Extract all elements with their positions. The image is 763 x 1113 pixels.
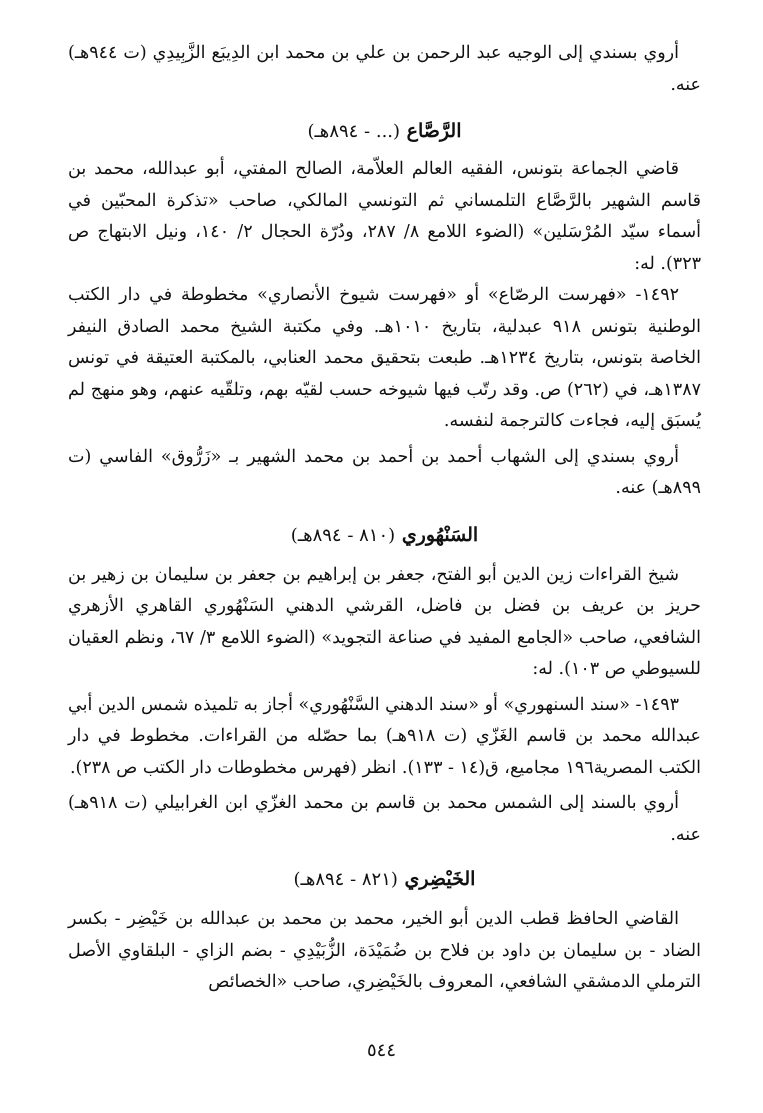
entry-dates: (... - ٨٩٤هـ) — [307, 121, 401, 142]
entry-dates: (٨١٠ - ٨٩٤هـ) — [290, 524, 396, 546]
paragraph-biography-khaydiri: القاضي الحافظ قطب الدين أبو الخير، محمد بن محمد بن عبدالله بن خَيْضِر - بكسر الضاد - بن سليمان بن داود بن فلاح بن ضُمَيْدَة، الزُّبَيْدِي - بضم الزاي - البلقاوي الأصل الترملي الدمشقي الشافعي، المعروف بالخَيْضِري، صاحب «الخصائص — [68, 909, 701, 992]
paragraph-work-1492: ١٤٩٢- «فهرست الرصّاع» أو «فهرست شيوخ الأنصاري» مخطوطة في دار الكتب الوطنية بتونس ٩١٨ عبدلية، بتاريخ ١٠١٠هـ. وفي مكتبة الشيخ محمد الصادق النيفر الخاصة بتونس، بتاريخ ١٢٣٤هـ. طبعت بتحقيق محمد العنابي، بالمكتبة العتيقة في تونس ١٣٨٧هـ، في (٢٦٢) ص. وقد رتّب فيها شيوخه حسب لقيّه بهم، وتلقّيه عنهم، وهو منهج لم يُسبَق إليه، فجاءت كالترجمة لنفسه. — [68, 285, 702, 431]
paragraph-work-1493: ١٤٩٣- «سند السنهوري» أو «سند الدهني السَّنْهُوري» أجاز به تلميذه شمس الدين أبي عبدالله محمد بن قاسم الغَزّي (ت ٩١٨هـ) بما حصّله من القراءات. مخطوط في دار الكتب المصرية١٩٦ مجاميع، ق(١٤ - ١٣٣). انظر (فهرس مخطوطات دار الكتب ص ٢٣٨). — [68, 694, 701, 778]
page-number: ٥٤٤ — [366, 1040, 396, 1061]
entry-name: الخَيْضِري — [404, 868, 476, 890]
page-content — [68, 38, 701, 1113]
entry-heading-khaydiri — [68, 863, 701, 896]
paragraph-isnad-ghazzi: أروي بالسند إلى الشمس محمد بن قاسم بن محمد الغزّي ابن الغرابيلي (ت ٩١٨هـ) عنه. — [68, 793, 701, 845]
paragraph-biography-rassa: قاضي الجماعة بتونس، الفقيه العالم العلاّمة، الصالح المفتي، أبو عبدالله، محمد بن قاسم الشهير بالرَّصَّاع التلمساني ثم التونسي المالكي، صاحب «تذكرة المحبّين في أسماء سيّد المُرْسَلين» (الضوء اللامع ٨/ ٢٨٧، ودُرّة الحجال ٢/ ١٤٠، ونيل الابتهاج ص ٣٢٣). له: — [68, 159, 701, 274]
entry-dates: (٨٢١ - ٨٩٤هـ) — [293, 869, 398, 890]
paragraph-biography-sanhuri: شيخ القراءات زين الدين أبو الفتح، جعفر بن إبراهيم بن جعفر بن سليمان بن زهير بن حريز بن عريف بن فضل بن فاضل، القرشي الدهني السَنْهُوري القاهري الأزهري الشافعي، صاحب «الجامع المفيد في صناعة التجويد» (الضوء اللامع ٣/ ٦٧، ونظم العقيان للسيوطي ص ١٠٣). له: — [68, 564, 701, 679]
entry-heading-sanhuri — [68, 519, 701, 552]
entry-heading-rassa — [68, 115, 701, 148]
paragraph-isnad-zabidi: أروي بسندي إلى الوجيه عبد الرحمن بن علي بن محمد ابن الدِيبَع الزَّبِيدِي (ت ٩٤٤هـ) عنه. — [68, 43, 701, 95]
entry-name: السَنْهُوري — [401, 523, 479, 546]
entry-name: الرَّصَّاع — [406, 120, 462, 142]
paragraph-isnad-zarruq: أروي بسندي إلى الشهاب أحمد بن أحمد بن محمد الشهير بـ «زَرُّوق» الفاسي (ت ٨٩٩هـ) عنه. — [68, 446, 701, 498]
